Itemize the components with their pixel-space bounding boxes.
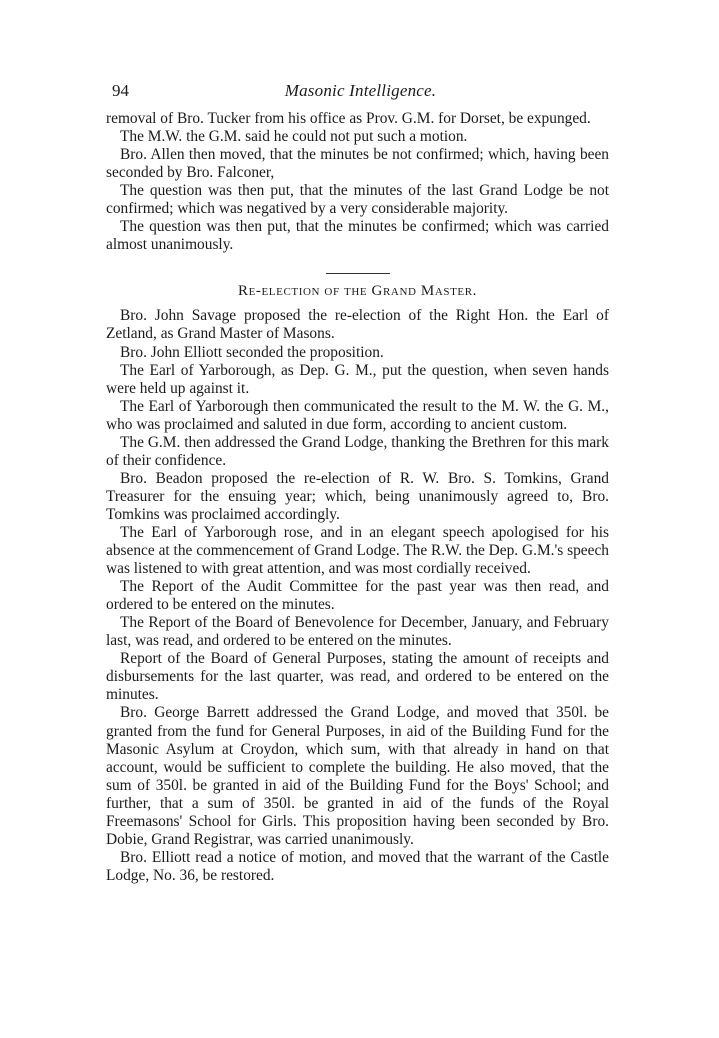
- paragraph: The Report of the Board of Benevolence for December, January, and February last, was read, and ordered to be entered on the minutes.: [106, 614, 609, 650]
- paragraph: The Earl of Yarborough rose, and in an elegant speech apologised for his absence at the commencement of Grand Lodge. The R.W. the Dep. G.M.'s speech was listened to with great attention, and was most cordially received.: [106, 523, 609, 578]
- body-text: [106, 110, 609, 885]
- paragraph: The question was then put, that the minutes be confirmed; which was carried almost unanimously.: [106, 218, 609, 254]
- section-divider: [326, 273, 390, 274]
- section-heading: Re-election of the Grand Master.: [237, 283, 478, 300]
- paragraph: Bro. Allen then moved, that the minutes be not confirmed; which, having been seconded by Bro. Falconer,: [106, 146, 609, 182]
- page-number: 94: [112, 81, 129, 100]
- paragraph: The Earl of Yarborough then communicated the result to the M. W. the G. M., who was proclaimed and saluted in due form, according to ancient custom.: [106, 397, 609, 433]
- paragraph: The question was then put, that the minutes of the last Grand Lodge be not confirmed; which was negatived by a very considerable majority.: [106, 182, 609, 218]
- paragraph: Bro. John Elliott seconded the proposition.: [120, 343, 384, 361]
- paragraph: The Earl of Yarborough, as Dep. G. M., put the question, when seven hands were held up against it.: [106, 361, 609, 397]
- paragraph: Bro. Beadon proposed the re-election of R. W. Bro. S. Tomkins, Grand Treasurer for the ensuing year; which, being unanimously agreed to, Bro. Tomkins was proclaimed accordingly.: [106, 469, 609, 523]
- paragraph: Bro. John Savage proposed the re-election of the Right Hon. the Earl of Zetland, as Grand Master of Masons.: [106, 307, 609, 343]
- page-header: [112, 80, 609, 102]
- paragraph: Bro. Elliott read a notice of motion, and moved that the warrant of the Castle Lodge, No. 36, be restored.: [106, 848, 609, 884]
- paragraph: Report of the Board of General Purposes, stating the amount of receipts and disbursements for the last quarter, was read, and ordered to be entered on the minutes.: [106, 650, 609, 704]
- paragraph: The Report of the Audit Committee for the past year was then read, and ordered to be entered on the minutes.: [106, 578, 609, 614]
- paragraph: The M.W. the G.M. said he could not put such a motion.: [120, 128, 468, 146]
- paragraph: Bro. George Barrett addressed the Grand Lodge, and moved that 350l. be granted from the fund for General Purposes, in aid of the Building Fund for the Masonic Asylum at Croydon, which sum, with that already in hand on that account, would be sufficient to complete the building. He also moved, that the sum of 350l. be granted in aid of the Building Fund for the Boys' School; and further, that a sum of 350l. be granted in aid of the funds of the Royal Freemasons' School for Girls. This proposition having been seconded by Bro. Dobie, Grand Registrar, was carried unanimously.: [106, 704, 609, 848]
- paragraph: removal of Bro. Tucker from his office as Prov. G.M. for Dorset, be expunged.: [106, 110, 591, 127]
- paragraph: The G.M. then addressed the Grand Lodge, thanking the Brethren for this mark of their confidence.: [106, 433, 609, 469]
- running-title: Masonic Intelligence.: [284, 81, 437, 100]
